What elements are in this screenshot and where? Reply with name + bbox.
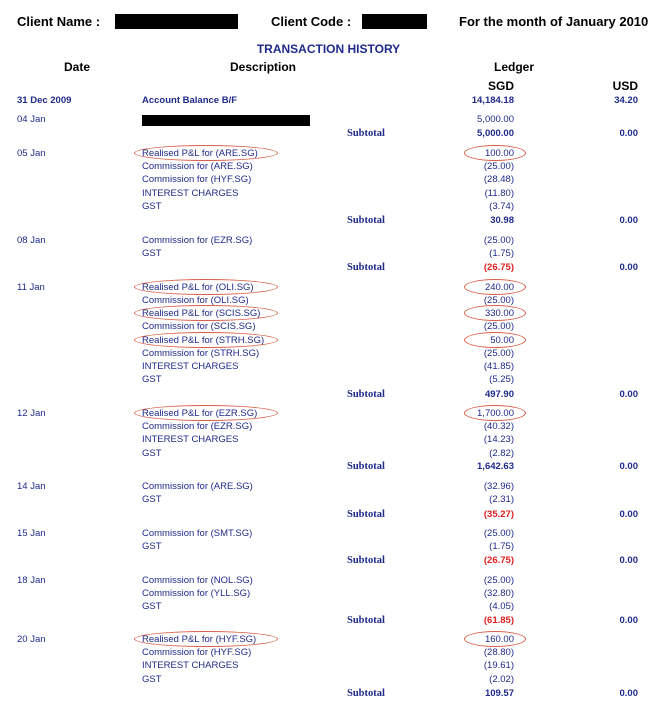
row-amount-sgd: (28.80) (483, 647, 514, 658)
row-date: 04 Jan (17, 114, 46, 125)
row-date: 14 Jan (17, 481, 46, 492)
row-date: 20 Jan (17, 634, 46, 645)
row-amount-sgd: (25.00) (483, 528, 514, 539)
row-description: Commission for (OLI.SG) (142, 295, 249, 306)
row-amount-sgd: (25.00) (483, 295, 514, 306)
row-description: Commission for (HYF.SG) (142, 647, 252, 658)
ledger-row (0, 600, 657, 614)
description-redaction (142, 115, 310, 126)
ledger-row (0, 307, 657, 321)
report-title: TRANSACTION HISTORY (256, 42, 401, 56)
row-description: Commission for (ARE.SG) (142, 161, 253, 172)
subtotal-sgd: (61.85) (483, 615, 514, 626)
row-description: Realised P&L for (OLI.SG) (142, 282, 254, 293)
row-amount-sgd: (1.75) (489, 248, 514, 259)
subtotal-usd: 0.00 (619, 615, 638, 626)
client-code-redaction (362, 14, 427, 29)
ledger-row (0, 160, 657, 174)
ledger-row (0, 447, 657, 461)
ledger-row (0, 320, 657, 334)
row-amount-sgd: (5.25) (489, 374, 514, 385)
row-amount-sgd: (41.85) (483, 361, 514, 372)
ledger-row (0, 281, 657, 295)
subtotal-row (0, 460, 657, 474)
subtotal-label: Subtotal (347, 555, 385, 566)
subtotal-row (0, 261, 657, 275)
row-date: 18 Jan (17, 575, 46, 586)
row-description: Commission for (HYF.SG) (142, 174, 252, 185)
row-description: GST (142, 494, 162, 505)
column-header-sgd: SGD (488, 79, 515, 93)
row-amount-sgd: (2.31) (489, 494, 514, 505)
ledger-row (0, 646, 657, 660)
client-name-label: Client Name : (17, 14, 101, 29)
ledger-row (0, 360, 657, 374)
row-description: Realised P&L for (ARE.SG) (142, 148, 258, 159)
row-description: Realised P&L for (EZR.SG) (142, 408, 258, 419)
row-amount-sgd: 240.00 (484, 282, 514, 293)
row-amount-sgd: 160.00 (484, 634, 514, 645)
row-amount-sgd: (25.00) (483, 348, 514, 359)
subtotal-sgd: 109.57 (484, 688, 514, 699)
ledger-row (0, 247, 657, 261)
subtotal-label: Subtotal (347, 509, 385, 520)
subtotal-label: Subtotal (347, 128, 385, 139)
row-amount-sgd: (3.74) (489, 201, 514, 212)
ledger-row (0, 493, 657, 507)
ledger-row (0, 187, 657, 201)
ledger-row (0, 420, 657, 434)
subtotal-label: Subtotal (347, 461, 385, 472)
ledger-row (0, 113, 657, 127)
row-description: GST (142, 674, 162, 685)
subtotal-usd: 0.00 (619, 389, 638, 400)
subtotal-usd: 0.00 (619, 262, 638, 273)
subtotal-row (0, 508, 657, 522)
subtotal-label: Subtotal (347, 389, 385, 400)
row-description: GST (142, 201, 162, 212)
row-amount-usd: 34.20 (614, 95, 638, 106)
subtotal-row (0, 388, 657, 402)
row-amount-sgd: (19.61) (483, 660, 514, 671)
row-description: GST (142, 248, 162, 259)
row-amount-sgd: (40.32) (483, 421, 514, 432)
client-code-label: Client Code : (271, 14, 352, 29)
subtotal-row (0, 614, 657, 628)
ledger-row (0, 673, 657, 687)
client-name-redaction (115, 14, 238, 29)
subtotal-sgd: (26.75) (483, 262, 514, 273)
row-amount-sgd: (25.00) (483, 575, 514, 586)
statement-month: For the month of January 2010 (459, 14, 649, 29)
row-amount-sgd: 1,700.00 (477, 408, 514, 419)
ledger-row (0, 294, 657, 308)
subtotal-sgd: 30.98 (490, 215, 514, 226)
column-header-description: Description (230, 60, 297, 74)
row-description: Realised P&L for (HYF.SG) (142, 634, 257, 645)
row-date: 31 Dec 2009 (17, 95, 72, 106)
row-description: INTEREST CHARGES (142, 361, 239, 372)
row-amount-sgd: (28.48) (483, 174, 514, 185)
subtotal-usd: 0.00 (619, 509, 638, 520)
row-amount-sgd: (4.05) (489, 601, 514, 612)
subtotal-usd: 0.00 (619, 688, 638, 699)
row-amount-sgd: (32.80) (483, 588, 514, 599)
subtotal-sgd: (35.27) (483, 509, 514, 520)
row-description: GST (142, 601, 162, 612)
row-description: Commission for (ARE.SG) (142, 481, 253, 492)
row-description: Commission for (EZR.SG) (142, 421, 253, 432)
ledger-row (0, 633, 657, 647)
row-description: Account Balance B/F (142, 95, 238, 106)
subtotal-usd: 0.00 (619, 215, 638, 226)
ledger-row (0, 659, 657, 673)
row-description: INTEREST CHARGES (142, 434, 239, 445)
ledger-row (0, 407, 657, 421)
row-description: GST (142, 374, 162, 385)
subtotal-usd: 0.00 (619, 461, 638, 472)
row-amount-sgd: 50.00 (490, 335, 514, 346)
row-amount-sgd: (25.00) (483, 235, 514, 246)
subtotal-sgd: 5,000.00 (477, 128, 514, 139)
ledger-row (0, 334, 657, 348)
ledger-row (0, 480, 657, 494)
ledger-row (0, 173, 657, 187)
row-description: INTEREST CHARGES (142, 660, 239, 671)
subtotal-usd: 0.00 (619, 555, 638, 566)
column-header-ledger: Ledger (494, 60, 535, 74)
subtotal-row (0, 214, 657, 228)
subtotal-usd: 0.00 (619, 128, 638, 139)
subtotal-label: Subtotal (347, 615, 385, 626)
row-amount-sgd: 100.00 (484, 148, 514, 159)
subtotal-sgd: (26.75) (483, 555, 514, 566)
ledger-row (0, 587, 657, 601)
row-amount-sgd: (25.00) (483, 161, 514, 172)
row-amount-sgd: 14,184.18 (471, 95, 514, 106)
subtotal-row (0, 687, 657, 701)
row-amount-sgd: (25.00) (483, 321, 514, 332)
row-description: Realised P&L for (SCIS.SG) (142, 308, 261, 319)
subtotal-sgd: 497.90 (484, 389, 514, 400)
row-description: Commission for (STRH.SG) (142, 348, 260, 359)
row-amount-sgd: 5,000.00 (477, 114, 514, 125)
row-description: Commission for (NOL.SG) (142, 575, 253, 586)
row-date: 05 Jan (17, 148, 46, 159)
row-description: INTEREST CHARGES (142, 188, 239, 199)
ledger-row (0, 234, 657, 248)
subtotal-sgd: 1,642.63 (477, 461, 514, 472)
ledger-row (0, 200, 657, 214)
row-description: Commission for (YLL.SG) (142, 588, 251, 599)
row-date: 11 Jan (17, 282, 45, 293)
row-description: GST (142, 448, 162, 459)
row-description: Realised P&L for (STRH.SG) (142, 335, 265, 346)
row-amount-sgd: (1.75) (489, 541, 514, 552)
row-date: 15 Jan (17, 528, 46, 539)
subtotal-row (0, 554, 657, 568)
ledger-row (0, 574, 657, 588)
ledger-row (0, 527, 657, 541)
column-header-usd: USD (612, 79, 638, 93)
row-date: 08 Jan (17, 235, 46, 246)
ledger-row (0, 433, 657, 447)
row-description: GST (142, 541, 162, 552)
row-description: Commission for (SCIS.SG) (142, 321, 256, 332)
ledger-row (0, 347, 657, 361)
row-date: 12 Jan (17, 408, 46, 419)
ledger-row (0, 147, 657, 161)
subtotal-label: Subtotal (347, 688, 385, 699)
subtotal-row (0, 127, 657, 141)
row-description: Commission for (EZR.SG) (142, 235, 253, 246)
ledger-row (0, 540, 657, 554)
row-description: Commission for (SMT.SG) (142, 528, 253, 539)
row-amount-sgd: (32.96) (483, 481, 514, 492)
row-amount-sgd: (14.23) (483, 434, 514, 445)
ledger-row (0, 373, 657, 387)
ledger-row (0, 94, 657, 108)
subtotal-label: Subtotal (347, 215, 385, 226)
row-amount-sgd: (2.82) (489, 448, 514, 459)
row-amount-sgd: (11.80) (484, 188, 514, 199)
row-amount-sgd: 330.00 (484, 308, 514, 319)
column-header-date: Date (64, 60, 91, 74)
row-amount-sgd: (2.02) (489, 674, 514, 685)
subtotal-label: Subtotal (347, 262, 385, 273)
